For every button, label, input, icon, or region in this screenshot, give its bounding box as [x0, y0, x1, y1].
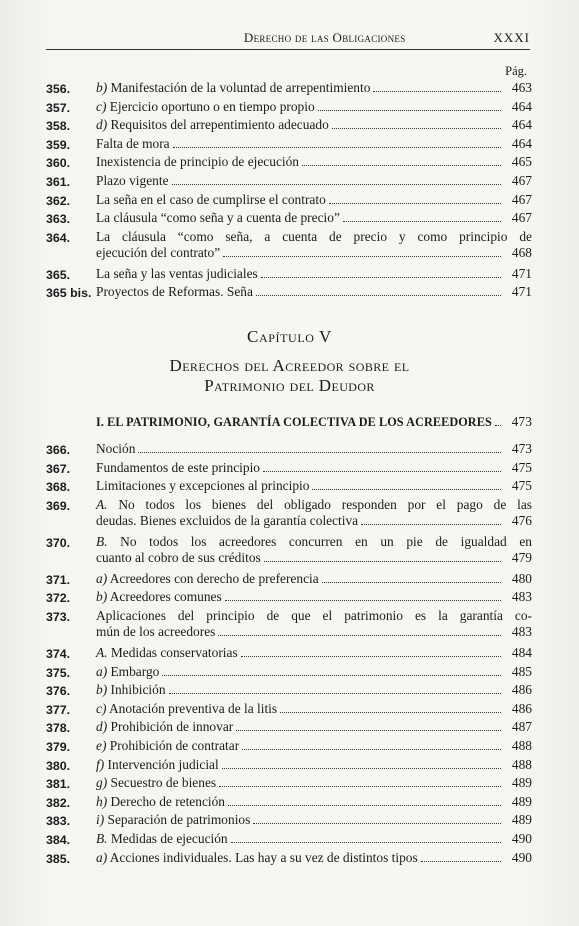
toc-entry[interactable]: [46, 682, 532, 701]
entry-title: [96, 136, 170, 152]
dot-leader: [218, 635, 501, 636]
entry-title-text: Separación de patrimonios: [104, 812, 251, 828]
dot-leader: [236, 730, 501, 731]
entry-title-text-2: ejecución del contrato”: [96, 244, 221, 260]
dot-leader: [223, 256, 501, 257]
entry-page: 471: [511, 284, 532, 300]
entry-page: 473: [511, 441, 532, 456]
entry-title-text: Aplicaciones del principio de que el patrimonio es la garantía co-: [96, 607, 532, 623]
chapter-subtitle-line-2: Patrimonio del Deudor: [204, 376, 375, 395]
toc-entry[interactable]: [46, 210, 532, 229]
dot-leader: [280, 712, 501, 713]
entry-text: [96, 719, 532, 735]
toc-entry[interactable]: [46, 664, 532, 683]
toc-entry[interactable]: [46, 99, 532, 118]
entry-text: [96, 794, 532, 810]
entry-title: [96, 210, 340, 226]
entry-number: 385.: [46, 851, 71, 866]
toc-entries-bottom: [46, 441, 532, 868]
toc-entry[interactable]: [46, 701, 532, 720]
entry-number: 378.: [46, 721, 71, 736]
entry-title-continued: [96, 624, 215, 640]
entry-text: [96, 664, 532, 680]
entry-page: 479: [511, 549, 532, 565]
entry-title: [96, 192, 326, 208]
entry-text: [96, 571, 532, 587]
entry-page: 489: [511, 812, 532, 828]
entry-label: d): [96, 117, 108, 133]
entry-number: 381.: [46, 777, 71, 792]
entry-title-text: La seña en el caso de cumplirse el contrato: [96, 191, 326, 207]
toc-entry[interactable]: [46, 478, 532, 497]
entry-text: [96, 210, 532, 226]
entry-number: 370.: [46, 535, 71, 550]
entry-title: [96, 701, 277, 717]
toc-entry[interactable]: [46, 80, 532, 99]
entry-page: 467: [511, 191, 532, 207]
entry-text: [96, 192, 532, 208]
entry-last-line: [96, 550, 532, 566]
entry-label: f): [96, 756, 105, 772]
entry-label: B.: [96, 533, 108, 549]
section-heading-text: I. EL PATRIMONIO, GARANTÍA COLECTIVA DE LOS ACREEDORES: [96, 415, 492, 429]
entry-title: [96, 460, 260, 476]
dot-leader: [312, 489, 501, 490]
entry-title-text: Falta de mora: [96, 135, 170, 151]
entry-title: [96, 497, 532, 513]
entry-label: b): [96, 80, 108, 95]
entry-text: [96, 266, 532, 282]
entry-title: [96, 812, 250, 828]
entry-title-text: Acreedores comunes: [107, 589, 222, 605]
entry-title: [96, 478, 309, 494]
entry-title: [96, 99, 315, 115]
entry-number: 357.: [46, 100, 71, 115]
entry-text: [96, 173, 532, 189]
entry-page: 488: [511, 737, 532, 753]
entry-text: [96, 229, 532, 261]
entry-page: 463: [511, 80, 532, 95]
entry-page: 486: [511, 682, 532, 698]
toc-entry[interactable]: [46, 719, 532, 738]
entry-page: 480: [511, 570, 532, 586]
entry-page: 476: [511, 512, 532, 528]
entry-label: a): [96, 570, 108, 586]
toc-entry[interactable]: [46, 460, 532, 479]
dot-leader: [421, 861, 501, 862]
dot-leader: [169, 693, 501, 694]
entry-number: 371.: [46, 572, 71, 587]
entry-text: [96, 738, 532, 754]
dot-leader: [225, 600, 501, 601]
toc-entry[interactable]: [46, 534, 532, 571]
entry-page: 465: [511, 154, 532, 170]
entry-page: 483: [511, 623, 532, 639]
dot-leader: [138, 452, 501, 453]
entry-page: 490: [511, 849, 532, 865]
entry-title: [96, 850, 418, 866]
entry-label: b): [96, 682, 108, 698]
entry-label: B.: [96, 830, 108, 846]
toc-entry[interactable]: [46, 192, 532, 211]
toc-entry[interactable]: [46, 266, 532, 285]
dot-leader: [256, 295, 501, 296]
toc-entry[interactable]: [46, 645, 532, 664]
toc-entry[interactable]: [46, 136, 532, 155]
entry-number: 382.: [46, 795, 71, 810]
entry-title-text: Manifestación de la voluntad de arrepentimiento: [107, 80, 371, 95]
entry-page: 467: [511, 210, 532, 226]
entry-page: 490: [511, 830, 532, 846]
toc-entry[interactable]: [46, 117, 532, 136]
entry-title-continued: [96, 245, 220, 261]
toc-entry[interactable]: [46, 589, 532, 608]
entry-page: 471: [511, 265, 532, 281]
dot-leader: [231, 842, 501, 843]
entry-title-text: Embargo: [107, 663, 160, 679]
entry-label: A.: [96, 644, 108, 660]
entry-last-line: [96, 513, 532, 529]
entry-title: [96, 173, 169, 189]
entry-page: 467: [511, 172, 532, 188]
dot-leader: [318, 110, 501, 111]
toc-entry[interactable]: [46, 229, 532, 266]
entry-text: [96, 441, 532, 457]
dot-leader: [261, 277, 501, 278]
entry-title-text: Secuestro de bienes: [107, 775, 217, 791]
entry-number: 365 bis.: [46, 286, 92, 301]
entry-text: [96, 608, 532, 640]
toc-entry[interactable]: [46, 571, 532, 590]
dot-leader: [242, 749, 501, 750]
entry-label: e): [96, 737, 107, 753]
entry-title-text: Noción: [96, 441, 136, 456]
toc-entry[interactable]: [46, 757, 532, 776]
entry-number: 364.: [46, 230, 71, 245]
entry-last-line: [96, 624, 532, 640]
chapter-title: Capítulo V: [247, 327, 332, 346]
toc-entry[interactable]: [46, 812, 532, 831]
entry-title-text: Ejercicio oportuno o en tiempo propio: [106, 98, 315, 114]
entry-title-continued: [96, 513, 358, 529]
entry-number: 384.: [46, 832, 71, 847]
entry-title: [96, 738, 239, 754]
entry-label: g): [96, 775, 108, 791]
entry-page: 486: [511, 700, 532, 716]
dot-leader: [241, 656, 501, 657]
entry-page: 484: [511, 644, 532, 660]
entry-number: 369.: [46, 498, 71, 513]
entry-text: [96, 284, 532, 300]
entry-title: [96, 682, 166, 698]
dot-leader: [495, 425, 501, 426]
entry-label: h): [96, 793, 108, 809]
entry-title: [96, 441, 135, 457]
dot-leader: [264, 561, 501, 562]
entry-text: [96, 80, 532, 96]
entry-number: 376.: [46, 684, 71, 699]
toc-entry[interactable]: [46, 831, 532, 850]
entry-title-text-2: mún de los acreedores: [96, 623, 216, 639]
entry-title-text: No todos los bienes del obligado responden por el pago de las: [107, 496, 532, 512]
entry-title-text: Limitaciones y excepciones al principio: [96, 478, 310, 494]
toc-entry[interactable]: [46, 775, 532, 794]
entry-title: [96, 117, 329, 133]
entry-text: [96, 534, 532, 566]
header-rule: [46, 49, 530, 50]
entry-title: [96, 154, 299, 170]
dot-leader: [343, 221, 501, 222]
dot-leader: [361, 524, 501, 525]
entry-title-text: Prohibición de contratar: [106, 737, 240, 753]
entry-number: 365.: [46, 267, 71, 282]
entry-page: 464: [511, 135, 532, 151]
entry-title: [96, 266, 258, 282]
entry-label: c): [96, 98, 107, 114]
entry-text: [96, 645, 532, 661]
dot-leader: [219, 786, 501, 787]
entry-text: [96, 589, 532, 605]
entry-text: [96, 460, 532, 476]
entry-title: [96, 571, 319, 587]
dot-leader: [329, 203, 501, 204]
running-head: [46, 30, 530, 46]
toc-entry[interactable]: [46, 173, 532, 192]
entry-title-text: Medidas de ejecución: [107, 830, 228, 846]
toc-entry[interactable]: [46, 497, 532, 534]
entry-title: [96, 664, 159, 680]
entry-label: b): [96, 589, 108, 605]
entry-label: a): [96, 849, 108, 865]
entry-title: [96, 645, 238, 661]
entry-title-text: Prohibición de innovar: [107, 719, 234, 735]
entry-label: a): [96, 663, 108, 679]
entry-title-text-2: deudas. Bienes excluidos de la garantía colectiva: [96, 512, 359, 528]
entry-label: d): [96, 719, 108, 735]
entry-title-text: Intervención judicial: [104, 756, 219, 772]
entry-number: 363.: [46, 212, 71, 227]
entry-number: 373.: [46, 609, 71, 624]
entry-title: [96, 719, 233, 735]
dot-leader: [302, 165, 501, 166]
entry-page: 475: [511, 459, 532, 475]
entry-number: 375.: [46, 665, 71, 680]
entry-text: [96, 850, 532, 866]
entry-title-continued: [96, 550, 261, 566]
toc-entries-top: [46, 80, 532, 303]
entry-text: [96, 812, 532, 828]
entry-number: 372.: [46, 591, 71, 606]
entry-title-text: Fundamentos de este principio: [96, 459, 261, 475]
entry-title-text-2: cuanto al cobro de sus créditos: [96, 549, 261, 565]
entry-number: 361.: [46, 174, 71, 189]
entry-title: [96, 589, 222, 605]
entry-page: 475: [511, 478, 532, 494]
entry-title: [96, 608, 532, 624]
dot-leader: [322, 582, 501, 583]
entry-number: 356.: [46, 82, 71, 96]
toc-entry[interactable]: [46, 738, 532, 757]
entry-title: [96, 80, 370, 96]
dot-leader: [253, 823, 501, 824]
dot-leader: [162, 675, 501, 676]
entry-number: 358.: [46, 119, 71, 134]
entry-number: 368.: [46, 480, 71, 495]
entry-number: 359.: [46, 137, 71, 152]
entry-text: [96, 682, 532, 698]
page-number: XXXI: [493, 30, 530, 45]
entry-page: 488: [511, 756, 532, 772]
entry-number: 380.: [46, 758, 71, 773]
entry-title: [96, 229, 532, 245]
toc-entry[interactable]: [46, 608, 532, 645]
entry-title-text: La cláusula “como seña y a cuenta de precio”: [96, 210, 340, 226]
entry-title: [96, 284, 253, 300]
entry-number: 374.: [46, 646, 71, 661]
entry-page: 468: [511, 244, 532, 260]
entry-title-text: La cláusula “como seña, a cuenta de precio y como principio de: [96, 228, 532, 244]
entry-text: [96, 757, 532, 773]
entry-page: 464: [511, 98, 532, 114]
entry-number: 377.: [46, 702, 71, 717]
entry-text: [96, 478, 532, 494]
entry-text: [96, 775, 532, 791]
dot-leader: [222, 768, 501, 769]
entry-title-text: Acreedores con derecho de preferencia: [107, 570, 319, 586]
book-title: Derecho de las Obligaciones: [243, 30, 406, 45]
chapter-subtitle: [0, 356, 579, 396]
entry-title-text: Proyectos de Reformas. Seña: [96, 284, 253, 300]
entry-page: 487: [511, 719, 532, 735]
entry-title: [96, 757, 219, 773]
entry-page: 489: [511, 793, 532, 809]
entry-text: [96, 117, 532, 133]
entry-page: 485: [511, 663, 532, 679]
entry-text: [96, 831, 532, 847]
entry-number: 360.: [46, 156, 71, 171]
dot-leader: [173, 147, 501, 148]
toc-entry[interactable]: [46, 850, 532, 869]
entry-title: [96, 775, 216, 791]
entry-title: [96, 831, 228, 847]
entry-number: 379.: [46, 739, 71, 754]
dot-leader: [228, 805, 501, 806]
toc-entry[interactable]: [46, 284, 532, 303]
entry-title: [96, 534, 532, 550]
toc-entry[interactable]: [46, 794, 532, 813]
entry-title-text: Anotación preventiva de la litis: [106, 700, 278, 716]
entry-title-text: Acciones individuales. Las hay a su vez de distintos tipos: [107, 849, 418, 865]
entry-text: [96, 136, 532, 152]
entry-title-text: Inexistencia de principio de ejecución: [96, 154, 300, 170]
chapter-subtitle-line-1: Derechos del Acreedor sobre el: [169, 356, 410, 375]
entry-number: 367.: [46, 461, 71, 476]
entry-page: 464: [511, 117, 532, 133]
section-heading: [96, 414, 532, 430]
entry-title-text: Requisitos del arrepentimiento adecuado: [107, 117, 329, 133]
entry-last-line: [96, 245, 532, 261]
entry-title-text: No todos los acreedores concurren en un pie de igualdad en: [107, 533, 532, 549]
entry-label: A.: [96, 496, 108, 512]
entry-title: [96, 794, 225, 810]
entry-text: [96, 154, 532, 170]
entry-text: [96, 701, 532, 717]
entry-page: 489: [511, 775, 532, 791]
dot-leader: [373, 91, 501, 92]
entry-label: c): [96, 700, 107, 716]
entry-text: [96, 99, 532, 115]
entry-title-text: Medidas conservatorias: [107, 644, 238, 660]
entry-title-text: Inhibición: [107, 682, 166, 698]
entry-title-text: La seña y las ventas judiciales: [96, 265, 258, 281]
dot-leader: [263, 471, 501, 472]
dot-leader: [332, 128, 501, 129]
entry-text: [96, 497, 532, 529]
toc-entry[interactable]: [46, 154, 532, 173]
toc-entry[interactable]: [46, 441, 532, 460]
entry-label: i): [96, 812, 105, 828]
section-heading-page: 473: [511, 414, 532, 429]
entry-number: 383.: [46, 814, 71, 829]
entry-title-text: Plazo vigente: [96, 172, 169, 188]
dot-leader: [172, 184, 501, 185]
entry-title-text: Derecho de retención: [107, 793, 226, 809]
entry-number: 366.: [46, 443, 71, 457]
pag-column-label: Pág.: [505, 64, 527, 78]
entry-page: 483: [511, 589, 532, 605]
entry-number: 362.: [46, 193, 71, 208]
